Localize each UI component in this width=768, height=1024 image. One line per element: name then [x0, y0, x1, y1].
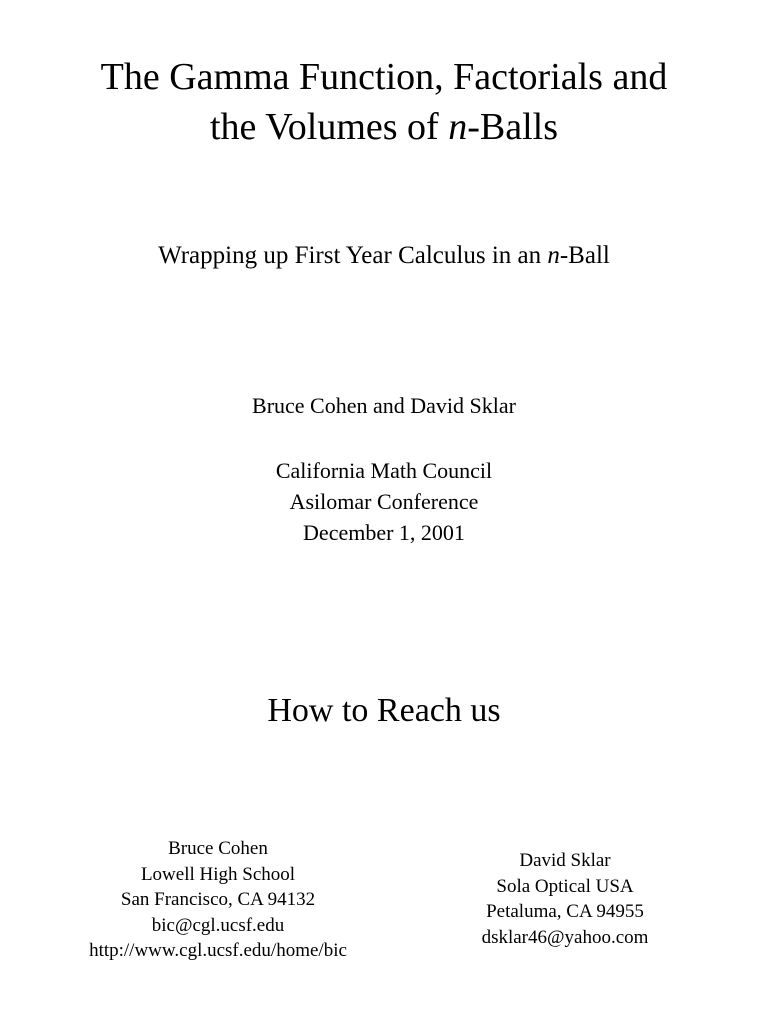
event-organization: California Math Council	[275, 458, 493, 483]
contact-david-sklar	[440, 848, 690, 950]
event-conference: Asilomar Conference	[289, 489, 479, 514]
author-names: Bruce Cohen and David Sklar	[252, 393, 516, 418]
title-line-2-suffix: -Balls	[467, 106, 558, 148]
document-title	[0, 52, 768, 152]
subtitle-prefix: Wrapping up First Year Calculus in an	[158, 242, 548, 269]
title-line-2-prefix: the Volumes of	[210, 106, 449, 148]
contact-name: Bruce Cohen	[168, 838, 268, 859]
event-info	[0, 455, 768, 548]
contact-email: dsklar46@yahoo.com	[481, 926, 649, 948]
contact-organization: Lowell High School	[140, 863, 296, 885]
contact-email: bic@cgl.ucsf.edu	[151, 914, 285, 936]
subtitle-italic-n: n	[547, 242, 560, 269]
title-line-1: The Gamma Function, Factorials and	[100, 56, 668, 98]
contact-organization: Sola Optical USA	[496, 875, 634, 897]
reach-heading: How to Reach us	[267, 692, 501, 729]
title-italic-n: n	[448, 106, 468, 148]
contact-bruce-cohen	[48, 836, 388, 964]
event-date: December 1, 2001	[303, 520, 465, 545]
contact-location: San Francisco, CA 94132	[120, 889, 316, 910]
contact-url: http://www.cgl.ucsf.edu/home/bic	[89, 940, 347, 961]
contact-name: David Sklar	[519, 850, 611, 871]
title-line-2	[0, 102, 768, 152]
document-subtitle	[0, 240, 768, 272]
contact-location: Petaluma, CA 94955	[486, 901, 644, 922]
subtitle-suffix: -Ball	[559, 242, 610, 269]
